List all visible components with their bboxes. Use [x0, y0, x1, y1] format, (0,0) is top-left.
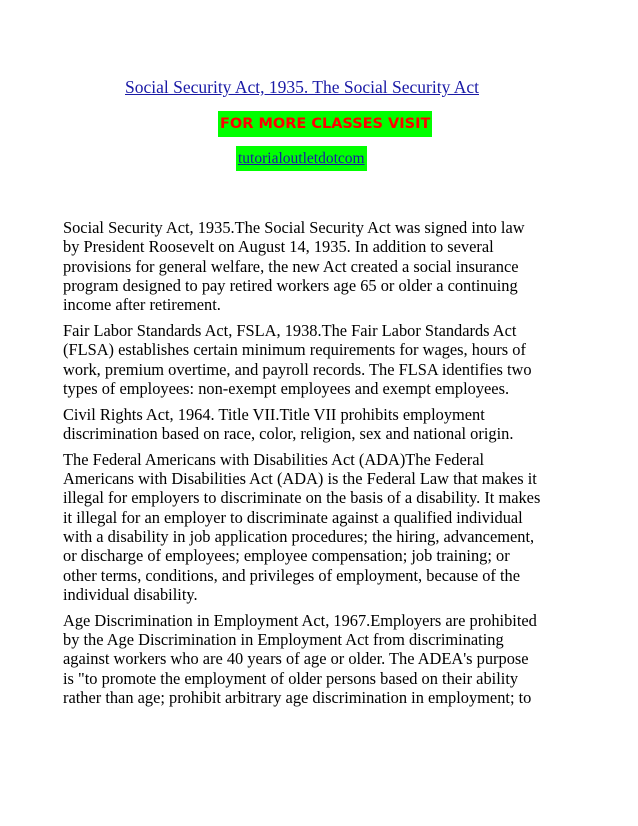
text-line: types of employees: non-exempt employees and exempt employees. [63, 378, 510, 398]
text-line: against workers who are 40 years of age or older. The ADEA's purpose [63, 649, 529, 669]
text-line: rather than age; prohibit arbitrary age discrimination in employment; to [63, 687, 532, 707]
paragraph-fair-labor [63, 321, 573, 398]
body-text [63, 218, 573, 714]
text-line: is "to promote the employment of older persons based on their ability [63, 668, 519, 688]
paragraph-ada [63, 450, 573, 604]
title-link[interactable]: Social Security Act, 1935. The Social Security Act [125, 77, 479, 97]
text-line: individual disability. [63, 584, 198, 604]
text-line: illegal for employers to discriminate on the basis of a disability. It makes [63, 488, 541, 508]
text-line: Social Security Act, 1935.The Social Security Act was signed into law [63, 218, 525, 237]
text-line: provisions for general welfare, the new Act created a social insurance [63, 256, 519, 276]
text-line: Fair Labor Standards Act, FSLA, 1938.The Fair Labor Standards Act [63, 320, 517, 340]
text-line: it illegal for an employer to discriminate against a qualified individual [63, 507, 523, 527]
paragraph-social-security [63, 218, 573, 314]
paragraph-age-discrimination [63, 611, 573, 707]
text-line: Age Discrimination in Employment Act, 1967.Employers are prohibited [63, 610, 537, 630]
text-line: The Federal Americans with Disabilities Act (ADA)The Federal [63, 449, 485, 469]
text-line: discrimination based on race, color, religion, sex and national origin. [63, 423, 514, 443]
text-line: or discharge of employees; employee compensation; job training; or [63, 546, 510, 566]
text-line: other terms, conditions, and privileges of employment, because of the [63, 565, 520, 585]
text-line: by President Roosevelt on August 14, 1935. In addition to several [63, 237, 494, 257]
promo-banner: FOR MORE CLASSES VISIT [218, 111, 432, 137]
text-line: Civil Rights Act, 1964. Title VII.Title VII prohibits employment [63, 404, 485, 424]
paragraph-civil-rights [63, 405, 573, 444]
text-line: (FLSA) establishes certain minimum requirements for wages, hours of [63, 340, 526, 360]
text-line: by the Age Discrimination in Employment Act from discriminating [63, 629, 504, 649]
text-line: program designed to pay retired workers age 65 or older a continuing [63, 275, 518, 295]
text-line: work, premium overtime, and payroll records. The FLSA identifies two [63, 359, 532, 379]
promo-link[interactable]: tutorialoutletdotcom [236, 146, 367, 171]
text-line: with a disability in job application procedures; the hiring, advancement, [63, 526, 535, 546]
text-line: income after retirement. [63, 295, 221, 315]
text-line: Americans with Disabilities Act (ADA) is the Federal Law that makes it [63, 469, 537, 489]
